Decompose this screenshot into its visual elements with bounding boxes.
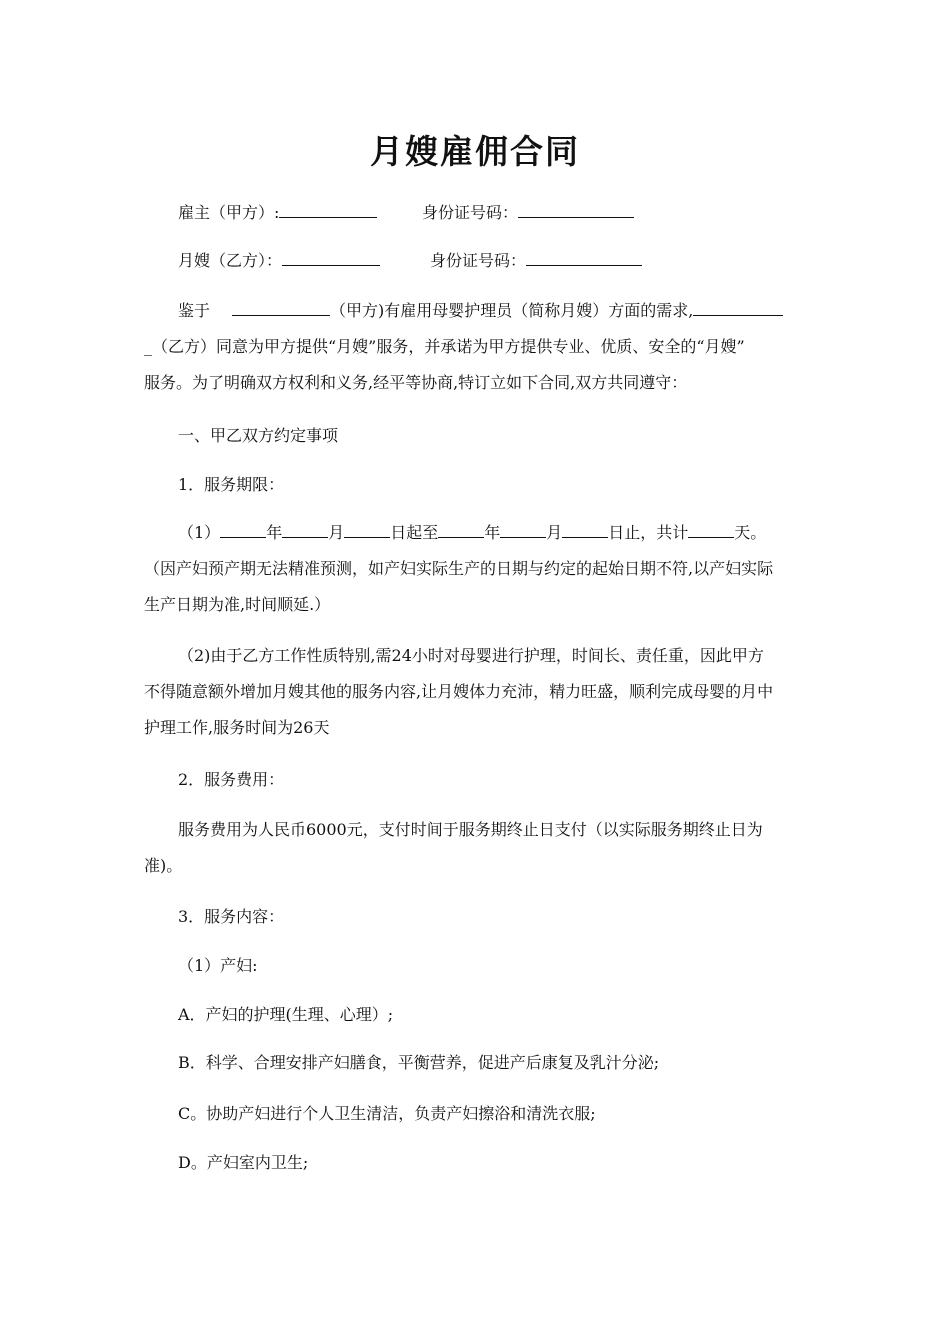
end-day-blank[interactable] <box>562 521 608 538</box>
service-item-a: A．产妇的护理(生理、心理）; <box>178 1005 394 1024</box>
end-month-label: 月 <box>546 523 563 542</box>
term-2-line-2: 不得随意额外增加月嫂其他的服务内容,让月嫂体力充沛，精力旺盛，顺利完成母婴的月中 <box>144 682 774 701</box>
end-year-label: 年 <box>484 523 501 542</box>
end-month-blank[interactable] <box>500 521 546 538</box>
intro-line-1 <box>178 298 783 321</box>
start-month-blank[interactable] <box>282 521 328 538</box>
service-item-c: C。协助产妇进行个人卫生清洁，负责产妇擦浴和清洗衣服; <box>178 1104 596 1123</box>
page-title: 月嫂雇佣合同 <box>370 132 580 171</box>
total-days-label: 天。 <box>734 523 767 542</box>
end-day-label: 日止，共计 <box>608 523 689 542</box>
term-line-3: 生产日期为准,时间顺延.） <box>144 595 331 614</box>
nanny-label: 月嫂（乙方）： <box>178 251 283 270</box>
nanny-blank[interactable] <box>282 249 380 266</box>
intro-line-3: 服务。为了明确双方权利和义务,经平等协商,特订立如下合同,双方共同遵守： <box>144 373 688 392</box>
service-item-d: D。产妇室内卫生; <box>178 1153 309 1172</box>
term-2-line-1: （2)由于乙方工作性质特别,需24小时对母婴进行护理，时间长、责任重，因此甲方 <box>178 646 764 665</box>
employer-id-label: 身份证号码： <box>422 203 519 222</box>
fee-line-1: 服务费用为人民币6000元，支付时间于服务期终止日支付（以实际服务期终止日为 <box>178 820 763 839</box>
item-2-heading: 2．服务费用： <box>178 770 285 789</box>
nanny-id-label: 身份证号码： <box>430 251 527 270</box>
item-3-heading: 3．服务内容： <box>178 907 285 926</box>
nanny-id-blank[interactable] <box>526 249 642 266</box>
term-line-2: （因产妇预产期无法精准预测，如产妇实际生产的日期与约定的起始日期不符,以产妇实际 <box>144 559 774 578</box>
term-line-1 <box>178 520 766 543</box>
item-1-heading: 1．服务期限： <box>178 475 285 494</box>
start-day-blank[interactable] <box>344 521 390 538</box>
start-month-label: 月 <box>328 523 345 542</box>
nanny-row <box>178 248 380 271</box>
service-item-b: B．科学、合理安排产妇膳食，平衡营养，促进产后康复及乳汁分泌; <box>178 1053 660 1072</box>
intro-party-a-blank[interactable] <box>232 299 330 316</box>
employer-id-blank[interactable] <box>518 201 634 218</box>
start-day-label: 日起至 <box>390 523 439 542</box>
start-year-label: 年 <box>266 523 283 542</box>
intro-line-2: _（乙方）同意为甲方提供“月嫂”服务，并承诺为甲方提供专业、优质、安全的“月嫂” <box>144 337 745 356</box>
end-year-blank[interactable] <box>438 521 484 538</box>
employer-row <box>178 200 377 223</box>
sub-item-1: （1）产妇: <box>178 956 258 975</box>
total-days-blank[interactable] <box>688 521 734 538</box>
employer-blank[interactable] <box>279 201 377 218</box>
nanny-id-row <box>430 248 642 271</box>
term-1-prefix: （1） <box>178 523 221 542</box>
term-2-line-3: 护理工作,服务时间为26天 <box>144 718 330 737</box>
intro-whereas: 鉴于 <box>178 301 211 320</box>
section-1-heading: 一、甲乙双方约定事项 <box>178 426 339 445</box>
employer-label: 雇主（甲方）: <box>178 203 280 222</box>
start-year-blank[interactable] <box>220 521 266 538</box>
intro-party-b-blank[interactable] <box>693 299 783 316</box>
intro-need-text: （甲方)有雇用母婴护理员（简称月嫂）方面的需求, <box>330 301 694 320</box>
fee-line-2: 准)。 <box>144 856 183 875</box>
employer-id-row <box>422 200 634 223</box>
